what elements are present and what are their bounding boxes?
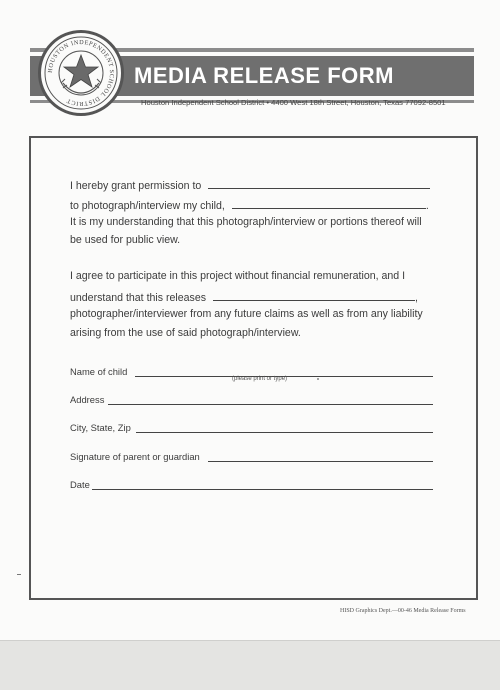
releasee-blank[interactable]: [213, 290, 415, 301]
para2-line3: photographer/interviewer from any future claims as well as from any liability: [70, 308, 423, 320]
print-hint: (please print or type): [232, 376, 288, 382]
form-footer: HISD Graphics Dept.—00-46 Media Release Forms: [340, 608, 466, 614]
address-label: Address: [70, 394, 105, 405]
city-state-zip-field[interactable]: [136, 432, 433, 433]
para2-line4: arising from the use of said photograph/interview.: [70, 327, 301, 339]
city-state-zip-label: City, State, Zip: [70, 422, 131, 433]
grantee-blank[interactable]: [208, 178, 430, 189]
para1-period: .: [425, 200, 429, 212]
photograph-child-text: to photograph/interview my child,: [70, 200, 225, 212]
para2-line1: I agree to participate in this project without financial remuneration, and I: [70, 270, 406, 282]
para1-line2: [70, 198, 429, 212]
para1-line1: [70, 178, 430, 192]
date-field[interactable]: [92, 489, 433, 490]
scan-speck: [317, 378, 319, 380]
signature-label: Signature of parent or guardian: [70, 451, 200, 462]
address-field[interactable]: [108, 404, 433, 405]
child-blank[interactable]: [232, 198, 426, 209]
para2-comma: ,: [415, 292, 418, 304]
scan-mark: [17, 574, 21, 575]
name-of-child-label: Name of child: [70, 366, 128, 377]
para1-line4: be used for public view.: [70, 234, 181, 246]
district-seal-logo: [38, 30, 124, 116]
understand-releases-text: understand that this releases: [70, 292, 207, 304]
para2-line2: [70, 290, 418, 304]
seal-text: HOUSTON INDEPENDENT SCHOOL DISTRICT: [46, 38, 116, 108]
scan-background: [0, 640, 500, 690]
date-label: Date: [70, 479, 90, 490]
grant-permission-text: I hereby grant permission to: [70, 180, 202, 192]
form-title: MEDIA RELEASE FORM: [134, 63, 394, 88]
para1-line3: It is my understanding that this photograph/interview or portions thereof will: [70, 216, 422, 228]
district-address: Houston Independent School District • 4400 West 18th Street, Houston, Texas 77092-8501: [141, 98, 446, 107]
signature-field[interactable]: [208, 461, 433, 462]
